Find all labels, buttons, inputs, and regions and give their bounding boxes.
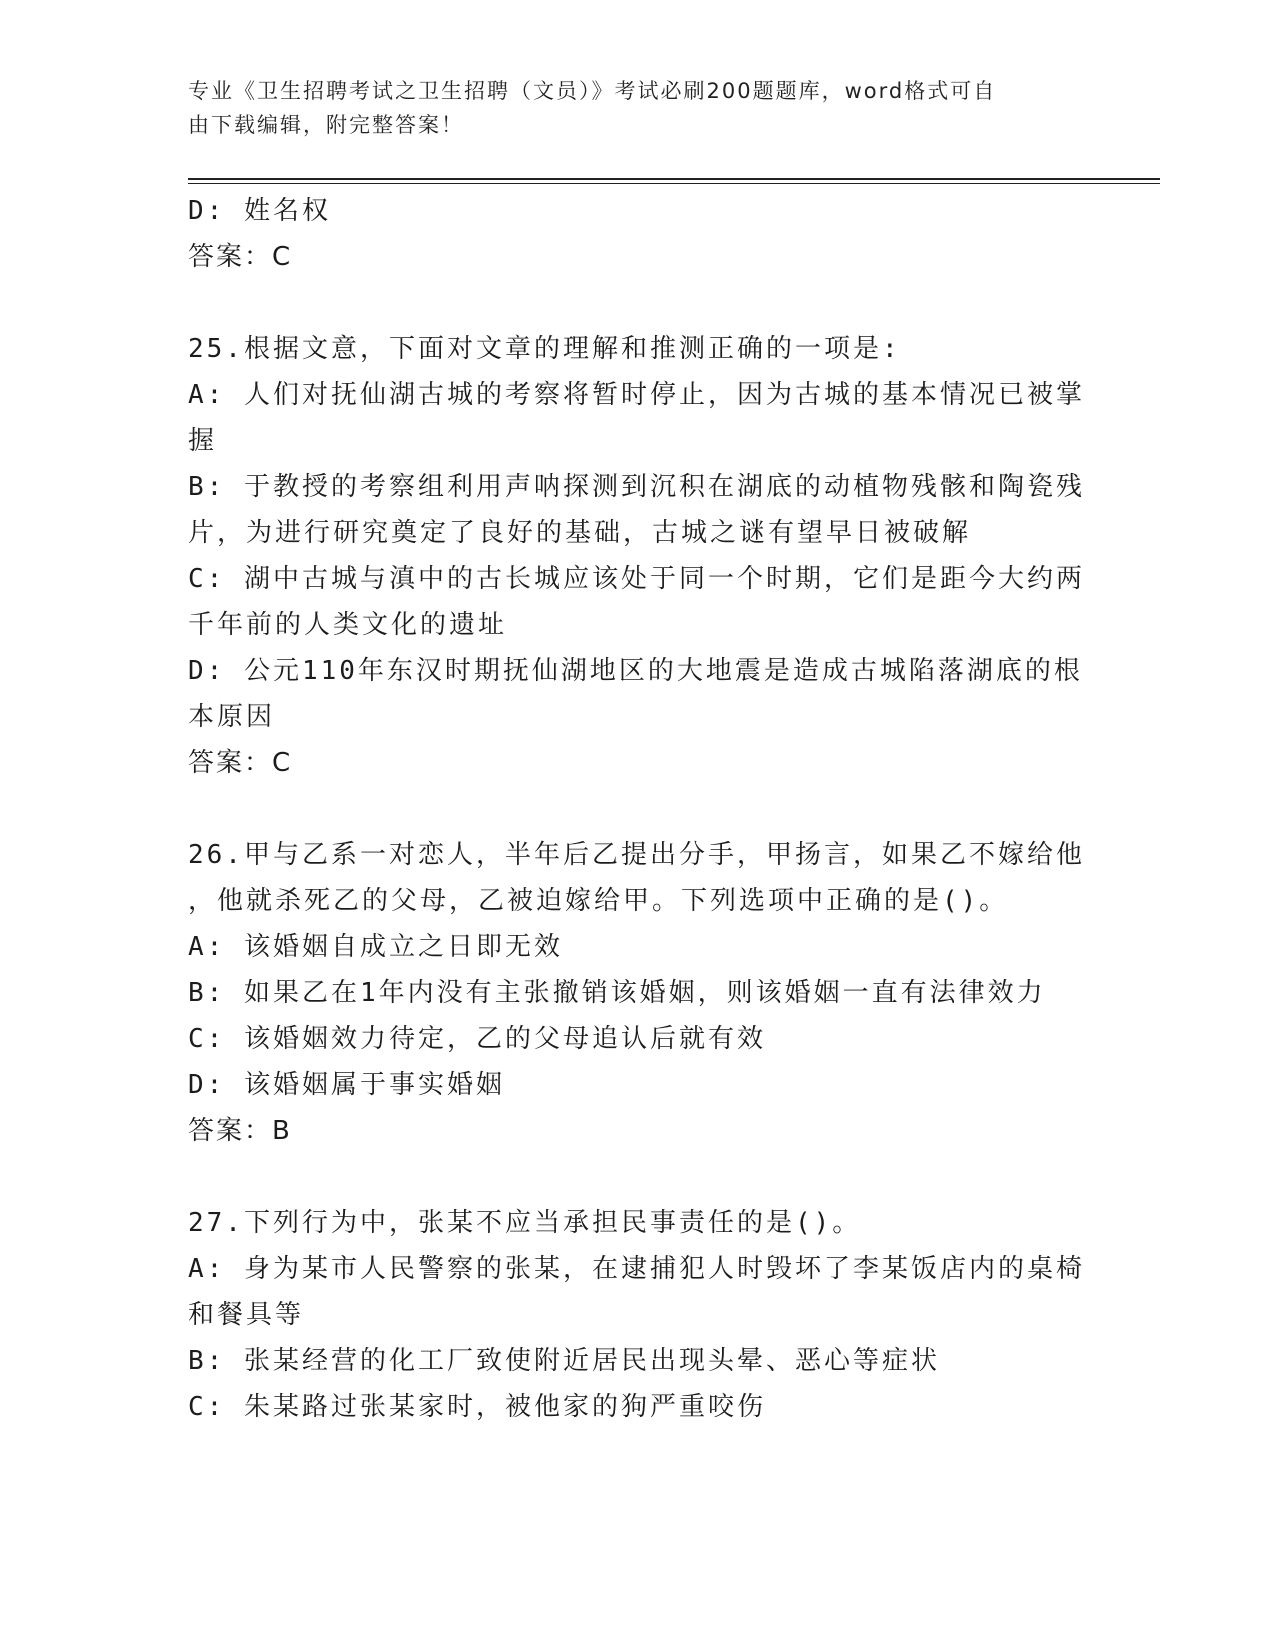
option-d: D: 姓名权 [188,196,331,226]
question-content [188,188,1088,1430]
header-rule-thin [188,183,1160,184]
question-27 [188,1200,1088,1430]
header-line-1: 专业《卫生招聘考试之卫生招聘（文员）》考试必刷200题题库，word格式可自 [188,79,997,103]
option-b: B: 如果乙在1年内没有主张撤销该婚姻，则该婚姻一直有法律效力 [188,978,1046,1008]
question-25 [188,326,1088,786]
option-a: A: 该婚姻自成立之日即无效 [188,932,563,962]
option-d: D: 公元110年东汉时期抚仙湖地区的大地震是造成古城陷落湖底的根 [188,656,1083,686]
option-a: A: 身为某市人民警察的张某，在逮捕犯人时毁坏了李某饭店内的桌椅 [188,1254,1085,1284]
question-stem: 25.根据文意，下面对文章的理解和推测正确的一项是: [188,334,901,364]
option-a-continued: 握 [188,426,218,456]
spacer [188,280,1088,326]
question-26 [188,832,1088,1154]
question-stem-continued: ，他就杀死乙的父母，乙被迫嫁给甲。下列选项中正确的是()。 [188,886,1009,916]
option-b-continued: 片，为进行研究奠定了良好的基础，古城之谜有望早日被破解 [188,518,972,548]
answer-label: 答案：C [188,748,293,778]
option-a-continued: 和餐具等 [188,1300,305,1330]
question-stem: 27.下列行为中，张某不应当承担民事责任的是()。 [188,1208,862,1238]
option-a: A: 人们对抚仙湖古城的考察将暂时停止，因为古城的基本情况已被掌 [188,380,1085,410]
option-c-continued: 千年前的人类文化的遗址 [188,610,508,640]
option-d-continued: 本原因 [188,702,276,732]
option-d: D: 该婚姻属于事实婚姻 [188,1070,505,1100]
question-24-tail [188,188,1088,280]
option-b: B: 于教授的考察组利用声呐探测到沉积在湖底的动植物残骸和陶瓷残 [188,472,1085,502]
header-rule-thick [188,178,1160,180]
answer-label: 答案：B [188,1116,292,1146]
spacer [188,786,1088,832]
option-b: B: 张某经营的化工厂致使附近居民出现头晕、恶心等症状 [188,1346,940,1376]
header-line-2: 由下载编辑，附完整答案！ [188,113,464,137]
option-c: C: 湖中古城与滇中的古长城应该处于同一个时期，它们是距今大约两 [188,564,1085,594]
spacer [188,1154,1088,1200]
question-stem: 26.甲与乙系一对恋人，半年后乙提出分手，甲扬言，如果乙不嫁给他 [188,840,1085,870]
option-c: C: 该婚姻效力待定，乙的父母追认后就有效 [188,1024,766,1054]
option-c: C: 朱某路过张某家时，被他家的狗严重咬伤 [188,1392,766,1422]
answer-label: 答案：C [188,242,293,272]
page-header [188,74,1088,142]
